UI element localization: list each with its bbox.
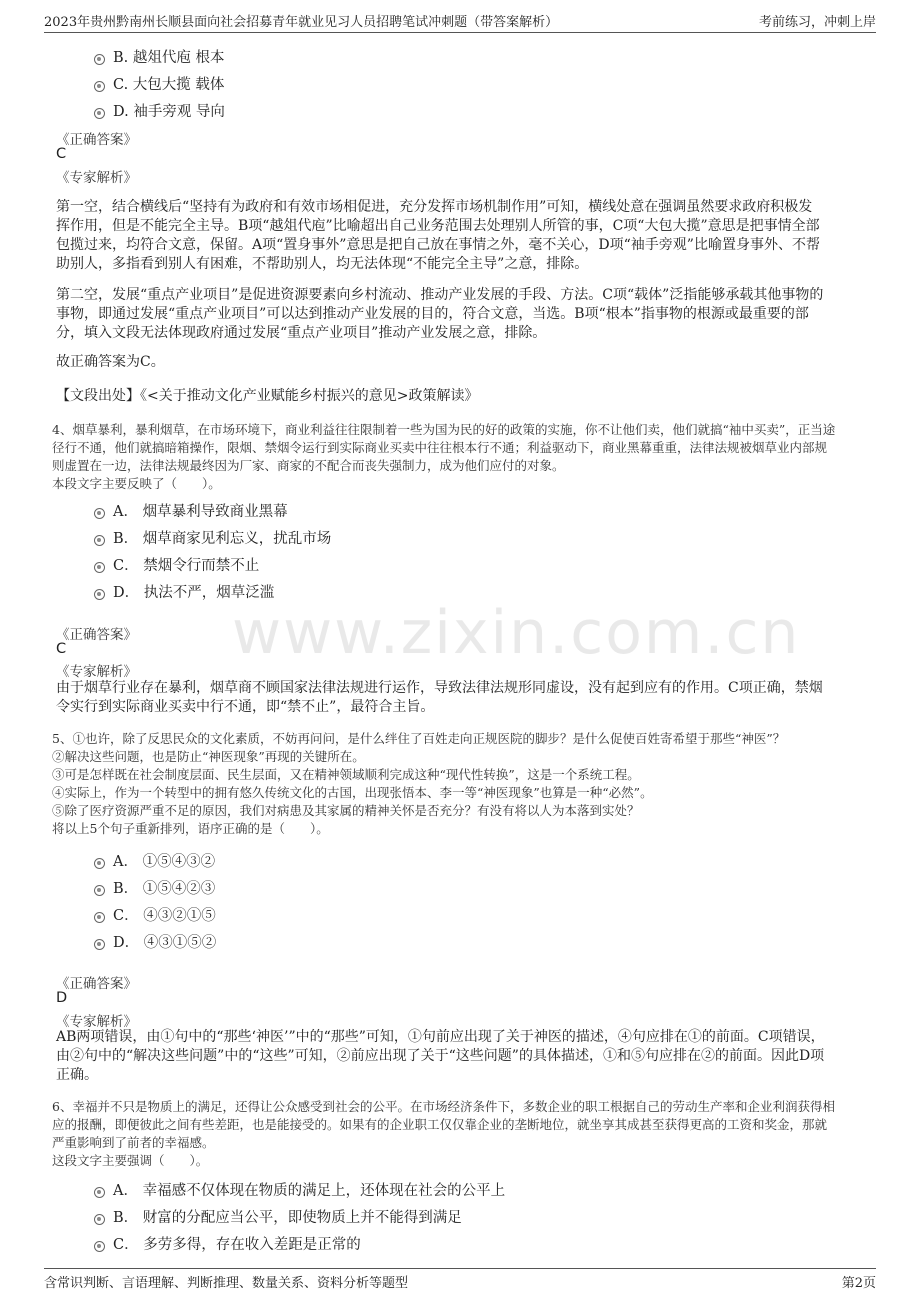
q5-option-a[interactable] — [94, 850, 215, 871]
q6-option-b[interactable] — [94, 1206, 462, 1227]
text-line: 将以上5个句子重新排列，语序正确的是（ ）。 — [52, 821, 329, 836]
q6-option-a[interactable] — [94, 1179, 505, 1200]
option-label: D. 袖手旁观 导向 — [113, 104, 225, 120]
text-line: 分，填入文段无法体现政府通过发展“重点产业项目”推动产业发展之意，排除。 — [56, 325, 547, 341]
q6-option-c[interactable] — [94, 1233, 361, 1254]
radio-icon[interactable] — [94, 535, 105, 546]
radio-icon[interactable] — [94, 562, 105, 573]
option-label: D． 执法不严，烟草泛滥 — [113, 585, 275, 601]
q4-analysis — [56, 679, 871, 717]
text-line: 径行不通，他们就搞暗箱操作，限烟、禁烟令运行到实际商业买卖中往往根本行不通；利益驱动下，商业黑幕重重，法律法规被烟草业内部规 — [52, 440, 828, 455]
q3-answer: C — [56, 146, 67, 162]
radio-icon[interactable] — [94, 508, 105, 519]
radio-icon[interactable] — [94, 858, 105, 869]
option-label: A． 烟草暴利导致商业黑幕 — [113, 504, 288, 520]
q3-option-c[interactable] — [94, 73, 224, 94]
q3-option-b[interactable] — [94, 46, 224, 67]
q5-analysis-label: 《专家解析》 — [56, 1014, 137, 1030]
text-line: 4、烟草暴利，暴利烟草，在市场环境下，商业利益往往限制着一些为国为民的好的政策的实施，你不让他们卖，他们就搞“袖中买卖”，正当途 — [52, 422, 836, 437]
radio-icon[interactable] — [94, 885, 105, 896]
q4-analysis-label: 《专家解析》 — [56, 664, 137, 680]
q4-stem — [52, 421, 872, 493]
text-line: 正确。 — [56, 1067, 98, 1083]
q4-option-a[interactable] — [94, 500, 288, 521]
option-label: C． ④③②①⑤ — [113, 908, 216, 924]
text-line: 第一空，结合横线后“坚持有为政府和有效市场相促进，充分发挥市场机制作用”可知，横线处意在强调虽然要求政府积极发 — [56, 199, 813, 215]
radio-icon[interactable] — [94, 1214, 105, 1225]
q3-option-d[interactable] — [94, 100, 225, 121]
text-line: 则虚置在一边，法律法规最终因为厂家、商家的不配合而丧失强制力，成为他们应付的对象。 — [52, 458, 565, 473]
text-line: 这段文字主要强调（ ）。 — [52, 1153, 209, 1168]
option-label: B. 越俎代庖 根本 — [113, 50, 225, 66]
text-line: 令实行到实际商业买卖中行不通，即“禁不止”，最符合主旨。 — [56, 699, 435, 715]
option-label: C. 大包大揽 载体 — [113, 77, 225, 93]
q3-source: 【文段出处】《<关于推动文化产业赋能乡村振兴的意见>政策解读》 — [56, 388, 479, 404]
text-line: 包揽过来，均符合文意，保留。A项“置身事外”意思是把自己放在事情之外，毫不关心，D项“袖手旁观”比喻置身事外、不帮 — [56, 237, 820, 253]
text-line: 事物，即通过发展“重点产业项目”可以达到推动产业发展的目的，符合文意，当选。B项“根本”指事物的根源或最重要的部 — [56, 306, 809, 322]
text-line: 挥作用，但是不能完全主导。B项“越俎代庖”比喻超出自己业务范围去处理别人所管的事，C项“大包大揽”意思是把事情全部 — [56, 218, 820, 234]
header-slogan: 考前练习，冲刺上岸 — [758, 15, 876, 30]
text-line: 6、幸福并不只是物质上的满足，还得让公众感受到社会的公平。在市场经济条件下，多数企业的职工根据自己的劳动生产率和企业利润获得相 — [52, 1099, 835, 1114]
document-title: 2023年贵州黔南州长顺县面向社会招募青年就业见习人员招聘笔试冲刺题（带答案解析） — [44, 15, 559, 30]
page-header — [44, 10, 876, 33]
q3-answer-label: 《正确答案》 — [56, 132, 137, 148]
q4-answer-label: 《正确答案》 — [56, 627, 137, 643]
text-line: ④实际上，作为一个转型中的拥有悠久传统文化的古国，出现张悟本、李一等“神医现象”也算是一种“必然”。 — [52, 785, 653, 800]
option-label: D． ④③①⑤② — [113, 935, 217, 951]
q4-option-b[interactable] — [94, 527, 331, 548]
page-footer — [44, 1268, 876, 1293]
q5-option-d[interactable] — [94, 931, 216, 952]
text-line: 应的报酬，即便彼此之间有些差距，也是能接受的。如果有的企业职工仅仅靠企业的垄断地位，就坐享其成甚至获得更高的工资和奖金，那就 — [52, 1117, 828, 1132]
text-line: 由于烟草行业存在暴利，烟草商不顾国家法律法规进行运作，导致法律法规形同虚设，没有起到应有的作用。C项正确，禁烟 — [56, 680, 823, 696]
q5-option-c[interactable] — [94, 904, 216, 925]
radio-icon[interactable] — [94, 81, 105, 92]
option-label: C． 禁烟令行而禁不止 — [113, 558, 260, 574]
radio-icon[interactable] — [94, 939, 105, 950]
watermark: www.zixin.com.cn — [232, 598, 801, 668]
text-line: ③可是怎样既在社会制度层面、民生层面，又在精神领域顺利完成这种“现代性转换”，这是一个系统工程。 — [52, 767, 640, 782]
radio-icon[interactable] — [94, 589, 105, 600]
radio-icon[interactable] — [94, 54, 105, 65]
text-line: 助别人，多指看到别人有困难，不帮助别人，均无法体现“不能完全主导”之意，排除。 — [56, 256, 589, 272]
page-number: 第2页 — [841, 1276, 876, 1291]
option-label: B． ①⑤④②③ — [113, 881, 216, 897]
option-label: C． 多劳多得，存在收入差距是正常的 — [113, 1237, 361, 1253]
text-line: 由②句中的“解决这些问题”中的“这些”可知，②前应出现了关于“这些问题”的具体描述，①和⑤句应排在②的前面。因此D项 — [56, 1048, 825, 1064]
q3-analysis-para2 — [56, 286, 866, 343]
radio-icon[interactable] — [94, 912, 105, 923]
q3-analysis-para1 — [56, 198, 866, 274]
text-line: 本段文字主要反映了（ ）。 — [52, 476, 221, 491]
q5-analysis — [56, 1028, 871, 1085]
footer-note: 含常识判断、言语理解、判断推理、数量关系、资料分析等题型 — [44, 1276, 409, 1291]
text-line: ⑤除了医疗资源严重不足的原因，我们对病患及其家属的精神关怀是否充分？有没有将以人为本落到实处？ — [52, 803, 640, 818]
text-line: 严重影响到了前者的幸福感。 — [52, 1135, 215, 1150]
option-label: B． 财富的分配应当公平，即使物质上并不能得到满足 — [113, 1210, 462, 1226]
q4-option-d[interactable] — [94, 581, 274, 602]
q5-stem — [52, 730, 872, 838]
radio-icon[interactable] — [94, 1187, 105, 1198]
q3-analysis-label: 《专家解析》 — [56, 170, 137, 186]
q4-option-c[interactable] — [94, 554, 259, 575]
q6-stem — [52, 1098, 872, 1170]
option-label: A． ①⑤④③② — [113, 854, 216, 870]
text-line: 5、①也许，除了反思民众的文化素质，不妨再问问，是什么绊住了百姓走向正规医院的脚步？是什么促使百姓寄希望于那些“神医”？ — [52, 731, 786, 746]
q4-answer: C — [56, 641, 67, 657]
q3-conclusion: 故正确答案为C。 — [56, 354, 165, 370]
radio-icon[interactable] — [94, 108, 105, 119]
text-line: ②解决这些问题，也是防止“神医现象”再现的关键所在。 — [52, 749, 365, 764]
option-label: A． 幸福感不仅体现在物质的满足上，还体现在社会的公平上 — [113, 1183, 506, 1199]
radio-icon[interactable] — [94, 1241, 105, 1252]
q5-answer-label: 《正确答案》 — [56, 976, 137, 992]
option-label: B． 烟草商家见利忘义，扰乱市场 — [113, 531, 332, 547]
text-line: 第二空，发展“重点产业项目”是促进资源要素向乡村流动、推动产业发展的手段、方法。C项“载体”泛指能够承载其他事物的 — [56, 287, 824, 303]
q5-answer: D — [56, 990, 68, 1006]
text-line: AB两项错误，由①句中的“那些‘神医’”中的“那些”可知，①句前应出现了关于神医的描述，④句应排在①的前面。C项错误， — [56, 1029, 825, 1045]
q5-option-b[interactable] — [94, 877, 215, 898]
